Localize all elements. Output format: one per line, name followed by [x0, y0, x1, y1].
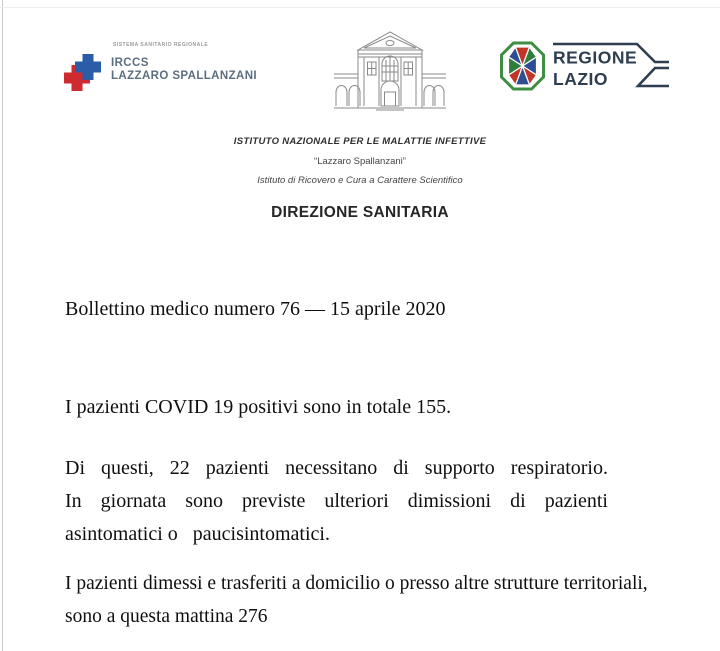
bulletin-paragraph-3 [65, 567, 715, 633]
institute-heading-block [0, 136, 720, 186]
institute-descriptor: Istituto di Ricovero e Cura a Carattere Scientifico [257, 175, 463, 186]
regione-lazio-emblem-icon [499, 41, 546, 91]
institute-epithet: “Lazzaro Spallanzani” [314, 156, 406, 167]
regione-lazio-logo [499, 40, 669, 94]
spallanzani-building-icon [334, 26, 446, 112]
irccs-logo-text [111, 40, 257, 83]
paragraph-2-line-3: asintomatici o paucisintomatici. [65, 523, 330, 545]
paragraph-3-line-2: sono a questa mattina 276 [65, 606, 268, 627]
regione-label: REGIONE [553, 47, 638, 68]
irccs-label: IRCCS [111, 57, 149, 69]
page-left-edge-line [2, 0, 3, 651]
bulletin-paragraph-1: I pazienti COVID 19 positivi sono in totale 155. [65, 396, 452, 418]
bulletin-title: Bollettino medico numero 76 — 15 aprile 2020 [65, 298, 446, 320]
lazio-label: LAZIO [553, 69, 608, 89]
sistema-sanitario-label: SISTEMA SANITARIO REGIONALE [113, 42, 209, 48]
irccs-spallanzani-logo [62, 40, 257, 94]
page-top-edge-line [0, 7, 720, 8]
bulletin-paragraph-2 [65, 452, 608, 551]
paragraph-3-line-1: I pazienti dimessi e trasferiti a domicilio o presso altre strutture territoriali, [65, 573, 648, 594]
paragraph-2-line-1: Di questi, 22 pazienti necessitano di supporto respiratorio. [65, 457, 608, 479]
direzione-sanitaria-heading: DIREZIONE SANITARIA [271, 204, 449, 221]
paragraph-2-line-2: In giornata sono previste ulteriori dimissioni di pazienti [65, 490, 608, 512]
irccs-cross-icon [62, 52, 104, 94]
institute-name: ISTITUTO NAZIONALE PER LE MALATTIE INFETTIVE [233, 136, 487, 147]
lazzaro-spallanzani-label: LAZZARO SPALLANZANI [111, 70, 258, 82]
regione-lazio-logotype [551, 40, 669, 94]
